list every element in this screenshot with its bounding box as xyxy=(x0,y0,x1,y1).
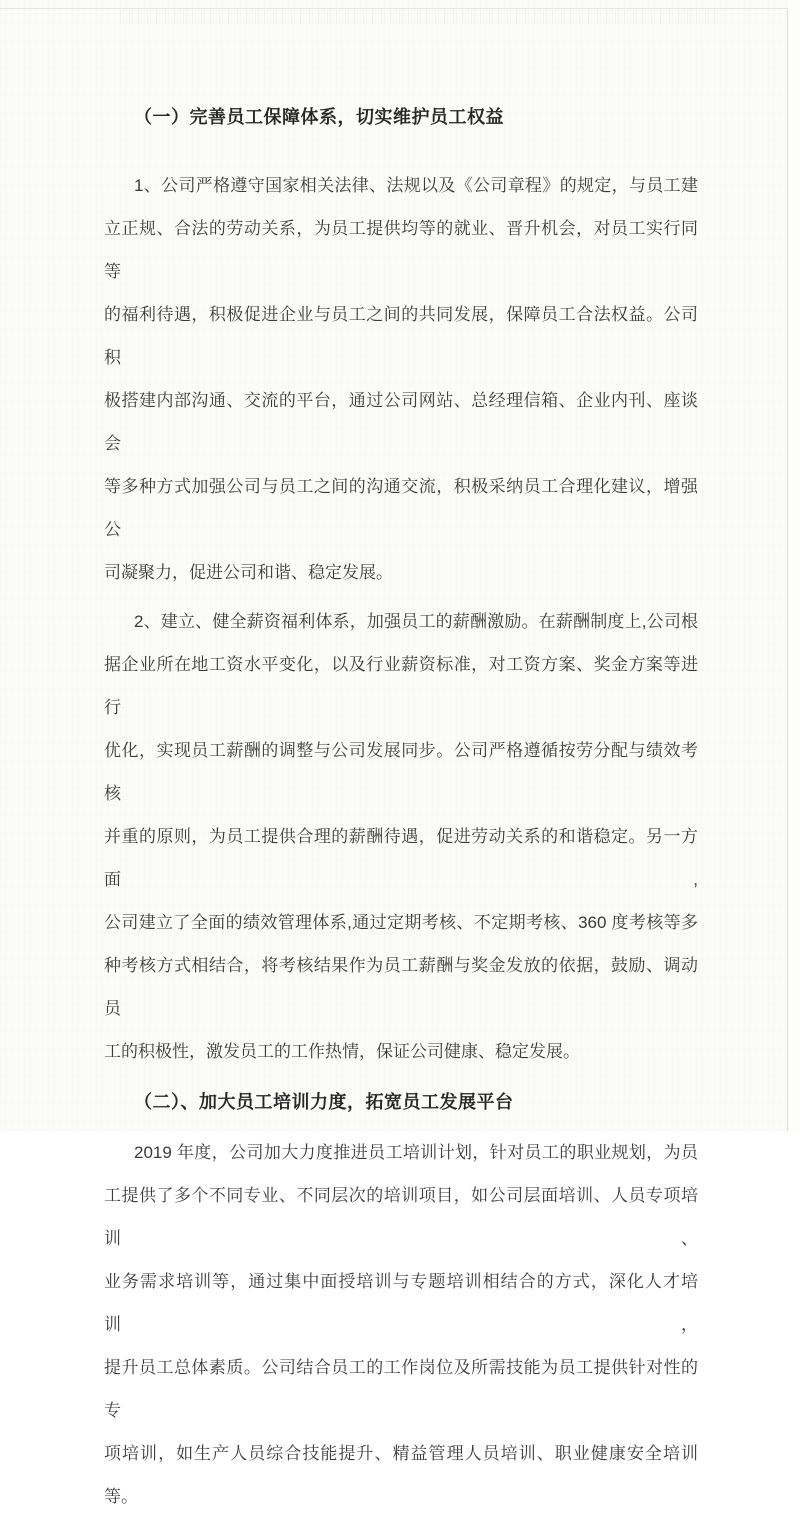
paragraph-line: 项培训，如生产人员综合技能提升、精益管理人员培训、职业健康安全培训等。 xyxy=(104,1444,698,1506)
paragraph-line: 2019 年度，公司加大力度推进员工培训计划，针对员工的职业规划，为员 xyxy=(134,1143,698,1162)
document-body xyxy=(104,96,698,1518)
paragraph-line: 种考核方式相结合，将考核结果作为员工薪酬与奖金发放的依据，鼓励、调动员 xyxy=(104,956,698,1018)
paragraph-line: 等多种方式加强公司与员工之间的沟通交流，积极采纳员工合理化建议，增强公 xyxy=(104,477,698,539)
section2-paragraph1 xyxy=(104,1131,698,1518)
section2-heading: （二）、加大员工培训力度，拓宽员工发展平台 xyxy=(134,1092,514,1112)
paragraph-line: 工提供了多个不同专业、不同层次的培训项目，如公司层面培训、人员专项培训、 xyxy=(104,1186,698,1248)
scan-noise-artifact xyxy=(120,10,720,24)
section1-paragraph1 xyxy=(104,164,698,594)
paragraph-line: 立正规、合法的劳动关系，为员工提供均等的就业、晋升机会，对员工实行同等 xyxy=(104,219,698,281)
scan-right-edge-line xyxy=(787,8,788,1131)
paragraph-line: 并重的原则，为员工提供合理的薪酬待遇，促进劳动关系的和谐稳定。另一方面, xyxy=(104,827,698,889)
paragraph-line: 2、建立、健全薪资福利体系，加强员工的薪酬激励。在薪酬制度上,公司根 xyxy=(134,612,698,631)
paragraph-line: 工的积极性，激发员工的工作热情，保证公司健康、稳定发展。 xyxy=(104,1042,580,1061)
paragraph-line: 公司建立了全面的绩效管理体系,通过定期考核、不定期考核、360 度考核等多 xyxy=(104,913,698,932)
section1-heading: （一）完善员工保障体系，切实维护员工权益 xyxy=(134,107,504,127)
paragraph-line: 提升员工总体素质。公司结合员工的工作岗位及所需技能为员工提供针对性的专 xyxy=(104,1358,698,1420)
scan-top-edge-line xyxy=(0,8,800,9)
paragraph-line: 极搭建内部沟通、交流的平台，通过公司网站、总经理信箱、企业内刊、座谈会 xyxy=(104,391,698,453)
paragraph-line: 据企业所在地工资水平变化，以及行业薪资标准，对工资方案、奖金方案等进行 xyxy=(104,655,698,717)
scan-right-margin xyxy=(788,0,800,1131)
paragraph-line: 司凝聚力，促进公司和谐、稳定发展。 xyxy=(104,563,393,582)
paragraph-line: 1、公司严格遵守国家相关法律、法规以及《公司章程》的规定，与员工建 xyxy=(134,176,698,195)
paragraph-line: 业务需求培训等，通过集中面授培训与专题培训相结合的方式，深化人才培训， xyxy=(104,1272,698,1334)
paragraph-line: 的福利待遇，积极促进企业与员工之间的共同发展，保障员工合法权益。公司积 xyxy=(104,305,698,367)
paragraph-line: 优化，实现员工薪酬的调整与公司发展同步。公司严格遵循按劳分配与绩效考核 xyxy=(104,741,698,803)
section1-paragraph2 xyxy=(104,600,698,1073)
